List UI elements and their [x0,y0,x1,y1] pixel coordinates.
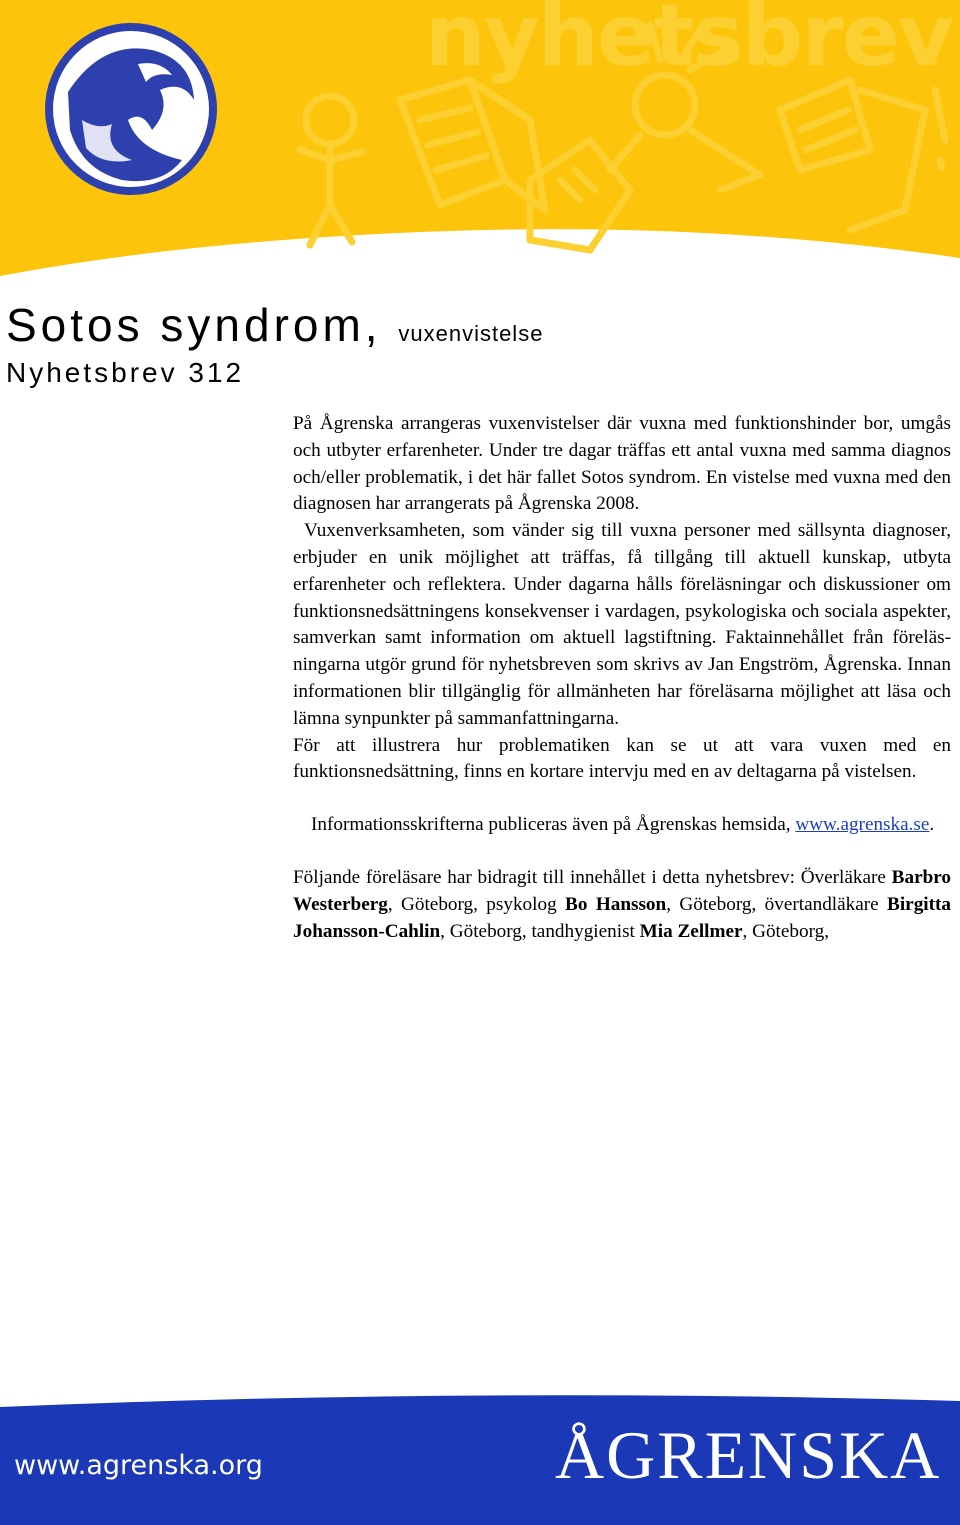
lecturer-name: Bo Hansson [565,893,667,915]
lecturers-lead: Följande föreläsare har bidragit till innehållet i detta nyhetsbrev: Överläkare [293,866,886,888]
lecturer-info: , Göteborg, psykolog [387,893,557,915]
lecturer-info: , Göteborg, [742,920,830,942]
spacer [293,786,951,812]
body-text [293,411,951,945]
lecturer-info: , Göteborg, övertandläkare [666,893,879,915]
page-title [6,300,543,351]
lecturer-name: Birgitta Johansson-Cahlin [293,893,951,942]
publish-period: . [929,814,935,836]
publish-text: Informationsskrifterna publiceras även på Ågrenskas hemsida, [311,814,791,836]
agrenska-wave-logo [42,20,220,198]
lecturer-info: , Göteborg, tandhygienist [440,920,635,942]
intro-paragraph-1: På Ågrenska arrangeras vuxenvistelser där vuxna med funktionshinder bor, umgås och utbyter erfarenheter. Under tre dagar träffas ett antal vuxna med samma diagnos och/eller problematik, i det här fallet Sotos syndrom. En vistelse med vuxna med den diagnosen har arrangerats på Ågrenska 2008. [293,413,951,515]
issue-number: Nyhetsbrev 312 [6,356,245,388]
title-subtitle: vuxenvistelse [398,321,544,346]
footer-brand-logo: ÅGRENSKA [555,1417,942,1493]
intro-paragraph-3: För att illustrera hur problematiken kan se ut att vara vuxen med en funktionsnedsättning, finns en kortare intervju med en av deltagarna på vistelsen. [293,734,951,783]
lecturer-name: Barbro Westerberg [293,866,952,915]
spacer [293,839,951,865]
masthead-title: nyhetsbrev [424,0,952,86]
lecturer-name: Mia Zellmer [639,920,743,942]
footer-url: www.agrenska.org [14,1450,263,1481]
title-main: Sotos syndrom, [6,299,382,351]
website-link[interactable]: www.agrenska.se [795,814,930,836]
publish-paragraph [293,812,951,839]
lecturers-paragraph [293,865,951,945]
intro-paragraph-2: Vuxenverksamheten, som vänder sig till vuxna personer med sällsynta diagnoser, erbjuder en unik möjlighet att träffas, få tillgång till aktuell kunskap, utbyta erfarenheter och reflektera. Under dagarna hålls föreläsningar och diskussioner om funktionsnedsättningens konsekvenser i vardagen, psykologiska och sociala aspekter, samverkan samt information om aktuell lagstiftning. Faktainnehållet från föreläsningarna utgör grund för nyhetsbreven som skrivs av Jan Engström, Ågrenska. Innan informationen blir tillgänglig för allmänheten har föreläsarna möjlighet att läsa och lämna synpunkter på sammanfattningarna. [293,520,951,729]
title-block [6,300,543,389]
